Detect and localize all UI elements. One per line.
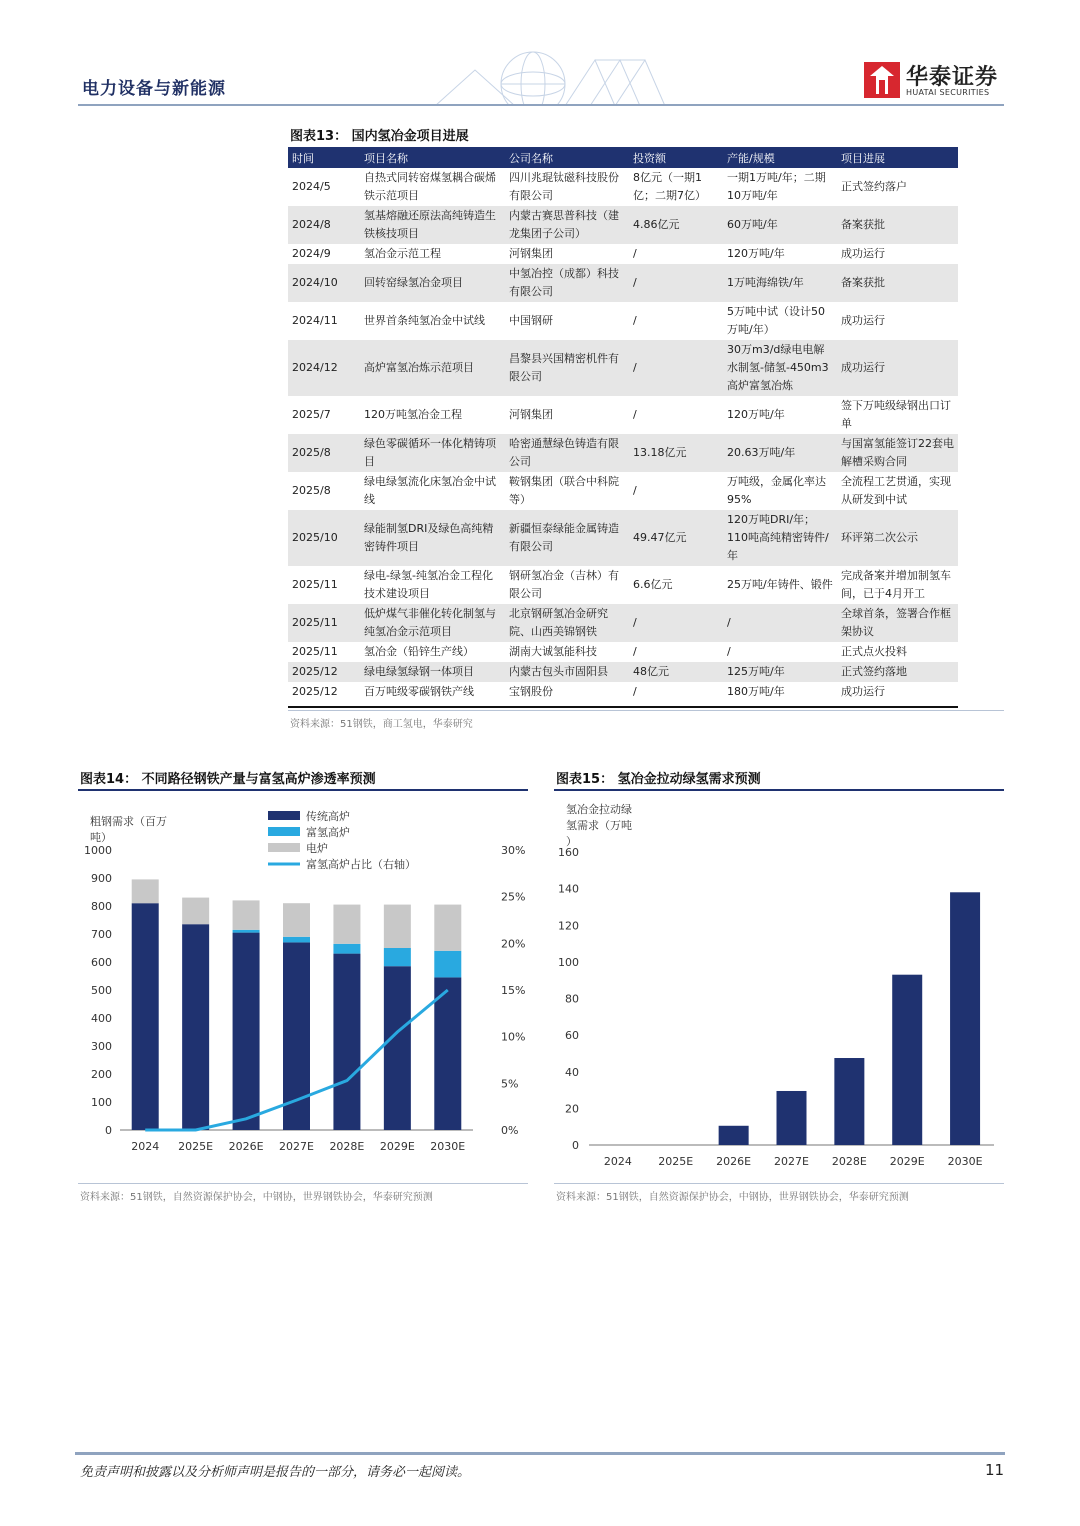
project-progress-table	[288, 147, 958, 702]
table-row	[288, 302, 958, 340]
y-tick-label: 160	[558, 846, 579, 859]
footer-disclaimer: 免责声明和披露以及分析师声明是报告的一部分，请务必一起阅读。	[80, 1465, 471, 1480]
y-tick-label: 0	[572, 1139, 579, 1152]
y-tick-label: 40	[565, 1065, 579, 1079]
table-row	[288, 642, 958, 662]
header-decoration-graphic	[415, 40, 705, 106]
bar-segment	[182, 924, 209, 1130]
table-cell: /	[633, 314, 637, 327]
y-tick-label: 200	[91, 1068, 112, 1081]
bar-segment	[384, 966, 411, 1130]
table-cell: 中氢冶控（成都）科技有限公司	[505, 264, 629, 302]
table-cell: 6.6亿元	[633, 578, 673, 591]
bar-segment	[434, 951, 461, 978]
table-cell: 回转窑绿氢冶金项目	[360, 264, 505, 302]
chart14-source-divider	[78, 1183, 528, 1184]
y-tick-label: 500	[91, 984, 112, 997]
table-cell: 低炉煤气非催化转化制氢与纯氢冶金示范项目	[360, 604, 505, 642]
table-cell: 120万吨氢冶金工程	[364, 408, 462, 421]
table-cell: 氢基熔融还原法高纯铸造生铁核技项目	[360, 206, 505, 244]
table-cell: 13.18亿元	[629, 434, 723, 472]
chart14-source: 资料来源：51钢铁，自然资源保护协会，中钢协，世界钢铁协会，华泰研究预测	[80, 1192, 433, 1203]
y-tick-label: 140	[558, 882, 579, 896]
table13-source: 资料来源：51钢铁，商工氢电，华泰研究	[290, 719, 473, 730]
bar-segment	[384, 948, 411, 966]
chart15-title: 图表15： 氢冶金拉动绿氢需求预测	[556, 772, 761, 787]
table-cell: 1万吨海绵铁/年	[723, 264, 837, 302]
table-cell: 120万吨DRI/年；110吨高纯精密铸件/年	[723, 510, 837, 566]
table-cell: 2024/8	[288, 206, 360, 244]
table-cell: 钢研氢冶金（吉林）有限公司	[509, 569, 619, 600]
bar	[719, 1126, 749, 1145]
table-row	[288, 472, 958, 510]
table-row	[288, 434, 958, 472]
table-row	[288, 510, 958, 566]
table-cell: 2025/8	[292, 484, 331, 497]
bar-segment	[283, 937, 310, 943]
bar	[777, 1091, 807, 1145]
footer-divider	[75, 1452, 1005, 1455]
x-tick-label: 2028E	[329, 1140, 365, 1153]
y2-tick-label: 25%	[501, 890, 526, 904]
table-cell: 世界首条纯氢冶金中试线	[364, 314, 485, 327]
x-tick-label: 2024	[131, 1140, 160, 1153]
table-cell: 2025/11	[292, 578, 338, 591]
x-tick-label: 2028E	[831, 1155, 867, 1168]
table-cell: /	[629, 340, 723, 396]
table-cell: 2025/8	[288, 434, 360, 472]
table-cell: 四川兆琨钛磁科技股份有限公司	[509, 171, 619, 202]
table-cell: 河钢集团	[509, 408, 553, 421]
table-cell: 成功运行	[841, 314, 885, 327]
table-cell: 宝钢股份	[509, 685, 553, 698]
table-cell: 2024/12	[288, 340, 360, 396]
table-cell: 氢冶金示范工程	[364, 247, 441, 260]
table-cell: 2025/12	[292, 685, 338, 698]
table-cell: 成功运行	[841, 247, 885, 260]
y-tick-label: 100	[91, 1096, 112, 1109]
bar-segment	[233, 900, 260, 929]
table-cell: 内蒙古包头市固阳县	[505, 662, 629, 682]
table-cell: 哈密通慧绿色铸造有限公司	[505, 434, 629, 472]
table-row	[288, 206, 958, 244]
table-cell: 2025/11	[288, 604, 360, 642]
table-cell: 中国钢研	[509, 314, 553, 327]
table-cell: 2024/5	[292, 180, 331, 193]
table-cell: 河钢集团	[509, 247, 553, 260]
table-cell: 备案获批	[837, 264, 958, 302]
table-cell: 48亿元	[629, 662, 723, 682]
table-row	[288, 340, 958, 396]
table-cell: 正式点火投料	[841, 645, 907, 658]
table-cell: 备案获批	[837, 206, 958, 244]
bar-segment	[233, 930, 260, 933]
y-tick-label: 20	[565, 1102, 579, 1116]
table-row	[288, 264, 958, 302]
bar-segment	[132, 903, 159, 1130]
table-cell: /	[633, 685, 637, 698]
bar-segment	[283, 942, 310, 1130]
x-tick-label: 2024	[603, 1155, 632, 1168]
table-cell: 全流程工艺贯通，实现从研发到中试	[841, 475, 951, 506]
table-cell: 正式签约落户	[841, 180, 907, 193]
y-tick-label: 0	[105, 1124, 112, 1137]
table-row	[288, 662, 958, 682]
column-header: 时间	[288, 147, 360, 168]
table-cell: 湖南大诚氢能科技	[509, 645, 597, 658]
column-header: 项目名称	[360, 147, 505, 168]
table-cell: /	[633, 484, 637, 497]
table-cell: 120万吨/年	[727, 408, 785, 421]
table-cell: /	[633, 408, 637, 421]
table13-title: 图表13： 国内氢冶金项目进展	[290, 129, 469, 144]
table-cell: /	[723, 604, 837, 642]
table-cell: 正式签约落地	[837, 662, 958, 682]
table-cell: 成功运行	[837, 340, 958, 396]
bar-segment	[333, 954, 360, 1130]
table-cell: 2025/11	[292, 645, 338, 658]
x-tick-label: 2026E	[716, 1155, 752, 1168]
page-number: 11	[985, 1461, 1005, 1479]
table-cell: /	[727, 645, 731, 658]
table-cell: 2024/10	[288, 264, 360, 302]
x-tick-label: 2029E	[379, 1140, 415, 1153]
y-tick-label: 400	[91, 1012, 112, 1025]
y2-tick-label: 20%	[501, 937, 526, 951]
table-row	[288, 682, 958, 702]
y-axis-label: 氢需求（万吨	[566, 819, 632, 832]
y2-tick-label: 30%	[501, 844, 526, 857]
x-tick-label: 2025E	[658, 1155, 694, 1168]
table-cell: 2025/12	[288, 662, 360, 682]
table-row	[288, 396, 958, 434]
table-cell: 万吨级，金属化率达95%	[727, 475, 826, 506]
bar-segment	[384, 905, 411, 948]
column-header: 投资额	[629, 147, 723, 168]
table-row	[288, 244, 958, 264]
y-tick-label: 60	[565, 1029, 579, 1043]
chart14-stacked-bar-chart	[78, 795, 530, 1180]
table-cell: 与国富氢能签订22套电解槽采购合同	[837, 434, 958, 472]
table-cell: /	[629, 604, 723, 642]
y-tick-label: 800	[91, 900, 112, 913]
table-cell: 绿色零碳循环一体化精铸项目	[360, 434, 505, 472]
header-divider	[78, 104, 1004, 106]
table-cell: 60万吨/年	[723, 206, 837, 244]
table-cell: 自热式同转窑煤氢耦合碳烯铁示范项目	[364, 171, 496, 202]
table-cell: 120万吨/年	[727, 247, 785, 260]
bar-segment	[132, 879, 159, 903]
x-tick-label: 2029E	[889, 1155, 925, 1168]
table-cell: /	[633, 645, 637, 658]
table-cell: 氢冶金（铅锌生产线）	[364, 645, 474, 658]
table-cell: 25万吨/年铸件、锻件	[727, 578, 833, 591]
table-cell: 环评第二次公示	[837, 510, 958, 566]
huatai-logo-icon	[864, 62, 900, 98]
chart15-bar-chart	[554, 795, 1006, 1180]
x-tick-label: 2025E	[178, 1140, 214, 1153]
column-header: 项目进展	[837, 147, 958, 168]
table-cell: /	[633, 247, 637, 260]
bar-segment	[233, 933, 260, 1130]
table-cell: 百万吨级零碳钢铁产线	[364, 685, 474, 698]
table-row	[288, 566, 958, 604]
table-cell: 2024/9	[292, 247, 331, 260]
table-cell: 鞍钢集团（联合中科院等）	[509, 475, 619, 506]
table-cell: 新疆恒泰绿能金属铸造有限公司	[505, 510, 629, 566]
y-tick-label: 80	[565, 992, 579, 1006]
table-cell: 高炉富氢冶炼示范项目	[360, 340, 505, 396]
y2-tick-label: 15%	[501, 984, 526, 997]
x-tick-label: 2027E	[279, 1140, 314, 1153]
table-cell: 49.47亿元	[629, 510, 723, 566]
x-tick-label: 2027E	[774, 1155, 809, 1168]
bar-segment	[434, 977, 461, 1130]
y-tick-label: 120	[558, 919, 579, 933]
x-tick-label: 2030E	[430, 1140, 466, 1153]
legend-label: 电炉	[306, 842, 328, 855]
y2-tick-label: 0%	[501, 1124, 519, 1137]
table-cell: 125万吨/年	[723, 662, 837, 682]
bar-segment	[333, 905, 360, 944]
table-cell: 5万吨中试（设计50万吨/年）	[727, 305, 825, 336]
y-axis-label: ）	[566, 835, 577, 848]
table-cell: 签下万吨级绿钢出口订单	[841, 399, 951, 430]
legend-label: 富氢高炉	[306, 826, 350, 839]
y-axis-label: 粗钢需求（百万	[90, 815, 167, 828]
table-cell: 2025/10	[288, 510, 360, 566]
y2-tick-label: 10%	[501, 1030, 526, 1044]
bar	[950, 892, 980, 1145]
table-cell: 4.86亿元	[629, 206, 723, 244]
table-cell: 北京钢研氢冶金研究院、山西美锦钢铁	[505, 604, 629, 642]
table-cell: 2024/11	[292, 314, 338, 327]
legend-label: 传统高炉	[306, 810, 350, 823]
table-cell: /	[629, 264, 723, 302]
table-cell: 2025/7	[292, 408, 331, 421]
chart15-source: 资料来源：51钢铁，自然资源保护协会，中钢协，世界钢铁协会，华泰研究预测	[556, 1192, 909, 1203]
table-cell: 绿能制氢DRI及绿色高纯精密铸件项目	[360, 510, 505, 566]
table-row	[288, 168, 958, 206]
y-tick-label: 900	[91, 872, 112, 885]
bar	[834, 1058, 864, 1145]
y-tick-label: 100	[558, 955, 579, 969]
bar-segment	[434, 905, 461, 951]
y-axis-label: 吨）	[90, 831, 112, 844]
y-tick-label: 600	[91, 956, 112, 969]
table-cell: 内蒙古赛思普科技（建龙集团子公司）	[505, 206, 629, 244]
chart15-title-rule	[554, 789, 1004, 791]
table-cell: 180万吨/年	[727, 685, 785, 698]
x-tick-label: 2026E	[228, 1140, 264, 1153]
table-cell: 昌黎县兴国精密机件有限公司	[505, 340, 629, 396]
table-cell: 30万m3/d绿电电解水制氢-储氢-450m3高炉富氢冶炼	[723, 340, 837, 396]
table-cell: 全球首条，签署合作框架协议	[837, 604, 958, 642]
table-cell: 一期1万吨/年；二期10万吨/年	[727, 171, 826, 202]
table-cell: 完成备案并增加制氢车间，已于4月开工	[841, 569, 951, 600]
table-cell: 绿电绿氢绿钢一体项目	[360, 662, 505, 682]
y2-tick-label: 5%	[501, 1077, 519, 1091]
column-header: 公司名称	[505, 147, 629, 168]
bar-segment	[182, 898, 209, 925]
table-cell: 8亿元（一期1亿；二期7亿）	[633, 171, 706, 202]
source-divider	[288, 710, 1004, 711]
table-cell: 20.63万吨/年	[723, 434, 837, 472]
bar-segment	[333, 944, 360, 954]
table-cell: 成功运行	[841, 685, 885, 698]
y-tick-label: 300	[91, 1040, 112, 1053]
y-axis-label: 氢冶金拉动绿	[566, 803, 632, 816]
chart15-source-divider	[554, 1183, 1004, 1184]
table-cell: 绿电-绿氢-纯氢冶金工程化技术建设项目	[364, 569, 493, 600]
section-title: 电力设备与新能源	[82, 79, 226, 99]
bar-segment	[283, 903, 310, 937]
legend-swatch	[268, 827, 300, 836]
legend-swatch	[268, 811, 300, 820]
chart14-title: 图表14： 不同路径钢铁产量与富氢高炉渗透率预测	[80, 772, 376, 787]
legend-swatch	[268, 843, 300, 852]
y-tick-label: 1000	[84, 844, 112, 857]
logo-english-name: HUATAI SECURITIES	[906, 88, 990, 97]
logo-chinese-name: 华泰证券	[906, 65, 999, 90]
table-row	[288, 604, 958, 642]
y-tick-label: 700	[91, 928, 112, 941]
table-header-row	[288, 147, 958, 168]
bar	[892, 975, 922, 1145]
legend-label: 富氢高炉占比（右轴）	[306, 858, 416, 871]
chart14-title-rule	[78, 789, 528, 791]
x-tick-label: 2030E	[947, 1155, 983, 1168]
table-cell: 绿电绿氢流化床氢冶金中试线	[364, 475, 496, 506]
column-header: 产能/规模	[723, 147, 837, 168]
table-bottom-rule	[288, 706, 958, 708]
